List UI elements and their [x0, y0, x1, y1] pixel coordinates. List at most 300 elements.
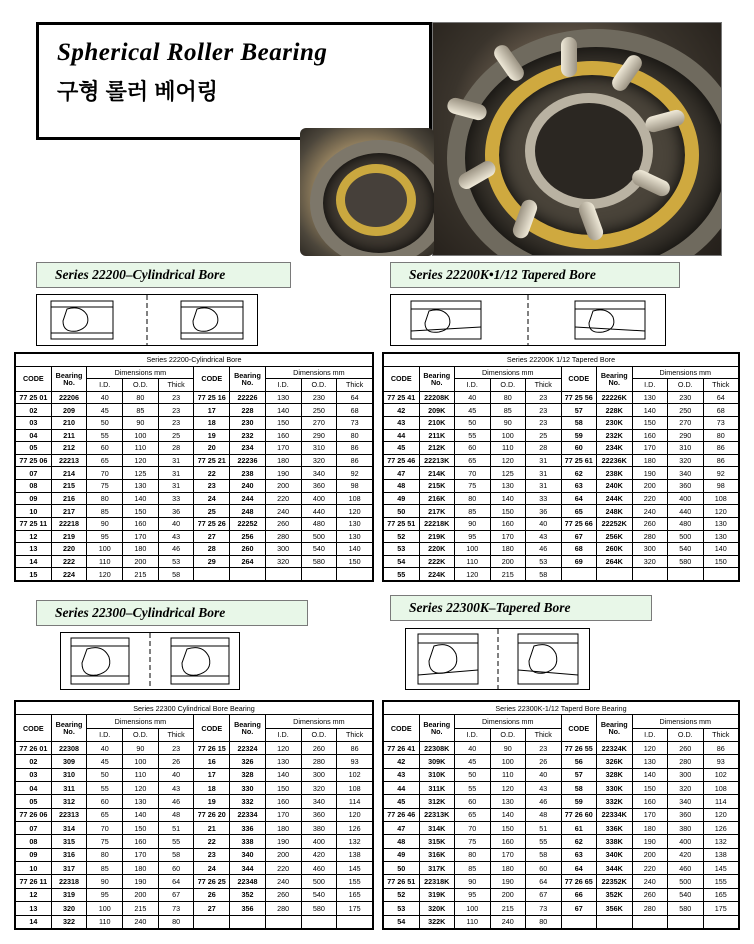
cell-code: 15: [16, 568, 52, 581]
cell-od: 150: [123, 505, 159, 518]
cell-code: 23: [194, 480, 230, 493]
cell-thick: 64: [158, 875, 194, 888]
table-row: [384, 555, 739, 568]
cell-id: 40: [87, 742, 123, 755]
cell-thick: 60: [158, 862, 194, 875]
cell-bearing-no: 344K: [597, 862, 633, 875]
cell-thick: 130: [703, 530, 739, 543]
cell-od: 320: [668, 454, 704, 467]
cell-id: 60: [455, 442, 491, 455]
table-caption: Series 22300K-1/12 Taperd Bore Bearing: [384, 702, 739, 715]
cell-od: 100: [123, 429, 159, 442]
cell-id: 50: [455, 768, 491, 781]
cell-thick: 28: [158, 442, 194, 455]
cell-thick: 140: [337, 543, 373, 556]
cell-thick: 86: [337, 442, 373, 455]
cell-id: 260: [265, 517, 301, 530]
cell-od: 540: [301, 543, 337, 556]
cell-bearing-no: 22208K: [419, 391, 455, 404]
cell-id: 95: [455, 530, 491, 543]
cell-code: 64: [561, 492, 597, 505]
cell-od: 400: [668, 835, 704, 848]
cell-id: 260: [632, 888, 668, 901]
cell-empty: [632, 568, 668, 581]
cell-od: 480: [301, 517, 337, 530]
cell-code: 45: [384, 442, 420, 455]
cell-bearing-no: 22324: [230, 742, 266, 755]
cell-bearing-no: 340: [230, 848, 266, 861]
cell-code: 77 25 21: [194, 454, 230, 467]
col-header-bearing-no: Bearing No.: [51, 715, 87, 742]
cell-thick: 145: [337, 862, 373, 875]
cell-code: 63: [561, 480, 597, 493]
cell-id: 65: [87, 454, 123, 467]
col-header-thick: Thick: [158, 379, 194, 392]
cell-id: 240: [265, 875, 301, 888]
cell-od: 180: [490, 543, 526, 556]
cell-od: 540: [668, 543, 704, 556]
cell-code: 57: [561, 404, 597, 417]
table-row: [384, 568, 739, 581]
cell-thick: 51: [158, 822, 194, 835]
cell-thick: 23: [526, 404, 562, 417]
cell-bearing-no: 319: [51, 888, 87, 901]
cell-code: 77 25 06: [16, 454, 52, 467]
col-header-bearing-no: Bearing No.: [597, 715, 633, 742]
bearing-tapered-cross-section-icon: [391, 295, 665, 345]
cell-code: 58: [561, 417, 597, 430]
cell-od: 420: [668, 848, 704, 861]
cell-empty: [703, 915, 739, 929]
cell-bearing-no: 22348: [230, 875, 266, 888]
cell-empty: [668, 568, 704, 581]
cell-id: 55: [455, 782, 491, 795]
cell-od: 170: [490, 848, 526, 861]
table-row: [384, 530, 739, 543]
cell-code: 12: [16, 888, 52, 901]
cell-code: 62: [561, 835, 597, 848]
cell-id: 150: [265, 417, 301, 430]
cell-od: 580: [668, 902, 704, 915]
col-header-od: O.D.: [301, 379, 337, 392]
cell-bearing-no: 314: [51, 822, 87, 835]
cell-thick: 86: [337, 454, 373, 467]
cell-thick: 31: [526, 454, 562, 467]
table-row: [16, 768, 373, 781]
cell-thick: 43: [526, 782, 562, 795]
cell-od: 540: [301, 888, 337, 901]
cell-thick: 67: [526, 888, 562, 901]
cell-bearing-no: 210: [51, 417, 87, 430]
cell-od: 90: [123, 417, 159, 430]
table-row: [384, 795, 739, 808]
cell-bearing-no: 248K: [597, 505, 633, 518]
table-row: [384, 848, 739, 861]
col-header-od: O.D.: [490, 728, 526, 741]
cell-id: 200: [632, 848, 668, 861]
cell-bearing-no: 220: [51, 543, 87, 556]
spec-table-22200k: [382, 352, 740, 582]
cell-bearing-no: 234K: [597, 442, 633, 455]
cell-code: 77 26 15: [194, 742, 230, 755]
cell-id: 200: [265, 480, 301, 493]
cell-od: 280: [668, 755, 704, 768]
section-banner-22200: Series 22200–Cylindrical Bore: [36, 262, 291, 288]
bearing-photo-large: [432, 22, 722, 256]
table-row: [16, 467, 373, 480]
table-row: [16, 505, 373, 518]
cell-bearing-no: 22252K: [597, 517, 633, 530]
cell-id: 75: [87, 480, 123, 493]
cell-thick: 26: [526, 755, 562, 768]
col-header-od: O.D.: [668, 379, 704, 392]
cell-od: 90: [123, 742, 159, 755]
cell-od: 360: [668, 808, 704, 821]
cell-code: 55: [384, 568, 420, 581]
cell-code: 49: [384, 492, 420, 505]
cell-id: 45: [455, 755, 491, 768]
cell-empty: [230, 568, 266, 581]
cell-od: 310: [668, 442, 704, 455]
cell-bearing-no: 22213K: [419, 454, 455, 467]
cell-id: 90: [87, 875, 123, 888]
cell-id: 40: [455, 391, 491, 404]
cell-thick: 120: [703, 505, 739, 518]
cell-id: 260: [632, 517, 668, 530]
col-header-bearing-no: Bearing No.: [419, 366, 455, 391]
table-row: [16, 835, 373, 848]
spec-table-22200: [14, 352, 374, 582]
cell-id: 240: [265, 505, 301, 518]
cell-id: 100: [455, 543, 491, 556]
cell-id: 45: [87, 755, 123, 768]
table-caption: Series 22200-Cylindrical Bore: [16, 354, 373, 367]
cell-thick: 23: [526, 742, 562, 755]
cell-bearing-no: 320K: [419, 902, 455, 915]
cell-id: 170: [632, 442, 668, 455]
cell-bearing-no: 312: [51, 795, 87, 808]
cell-bearing-no: 22206: [51, 391, 87, 404]
cell-empty: [265, 568, 301, 581]
cell-bearing-no: 322: [51, 915, 87, 929]
cell-od: 400: [668, 492, 704, 505]
cell-od: 340: [668, 467, 704, 480]
cell-bearing-no: 315: [51, 835, 87, 848]
cell-id: 190: [265, 467, 301, 480]
cell-bearing-no: 216K: [419, 492, 455, 505]
cell-id: 150: [632, 782, 668, 795]
cell-code: 77 25 46: [384, 454, 420, 467]
cell-id: 60: [455, 795, 491, 808]
cell-bearing-no: 312K: [419, 795, 455, 808]
cell-thick: 67: [158, 888, 194, 901]
cell-bearing-no: 22352K: [597, 875, 633, 888]
cell-thick: 58: [526, 848, 562, 861]
table-row: [384, 888, 739, 901]
col-header-id: I.D.: [87, 728, 123, 741]
cell-od: 200: [490, 888, 526, 901]
col-header-thick: Thick: [703, 379, 739, 392]
cell-bearing-no: 248: [230, 505, 266, 518]
cell-id: 60: [87, 442, 123, 455]
table-row: [16, 902, 373, 915]
cell-thick: 25: [526, 429, 562, 442]
col-header-bearing-no: Bearing No.: [419, 715, 455, 742]
cell-thick: 132: [703, 835, 739, 848]
cell-code: 03: [16, 417, 52, 430]
cell-bearing-no: 22226K: [597, 391, 633, 404]
cell-thick: 31: [158, 467, 194, 480]
cell-od: 110: [123, 442, 159, 455]
cell-thick: 126: [703, 822, 739, 835]
cell-bearing-no: 219: [51, 530, 87, 543]
cell-bearing-no: 240: [230, 480, 266, 493]
cell-od: 290: [668, 429, 704, 442]
cell-od: 240: [123, 915, 159, 929]
cell-thick: 23: [158, 417, 194, 430]
cell-od: 200: [123, 555, 159, 568]
cell-thick: 98: [337, 480, 373, 493]
cell-od: 140: [123, 492, 159, 505]
cell-bearing-no: 228: [230, 404, 266, 417]
cell-id: 85: [87, 862, 123, 875]
cell-bearing-no: 230K: [597, 417, 633, 430]
cell-od: 190: [123, 875, 159, 888]
cell-od: 160: [490, 517, 526, 530]
cell-thick: 92: [703, 467, 739, 480]
cell-thick: 73: [158, 902, 194, 915]
table-row: [384, 808, 739, 821]
cell-empty: [301, 915, 337, 929]
cell-thick: 73: [703, 417, 739, 430]
cell-id: 280: [632, 530, 668, 543]
cell-id: 320: [265, 555, 301, 568]
cell-id: 170: [265, 808, 301, 821]
cell-bearing-no: 217: [51, 505, 87, 518]
cell-code: 09: [16, 492, 52, 505]
table-row: [16, 782, 373, 795]
cell-od: 320: [301, 782, 337, 795]
cell-code: 13: [16, 902, 52, 915]
cell-id: 100: [87, 543, 123, 556]
cell-od: 160: [123, 517, 159, 530]
table-row: [384, 822, 739, 835]
cell-od: 180: [490, 862, 526, 875]
cell-od: 500: [301, 875, 337, 888]
cell-bearing-no: 224K: [419, 568, 455, 581]
cell-id: 95: [87, 888, 123, 901]
cell-thick: 98: [703, 480, 739, 493]
cell-empty: [597, 568, 633, 581]
cell-thick: 175: [703, 902, 739, 915]
cell-od: 85: [123, 404, 159, 417]
cell-id: 220: [632, 862, 668, 875]
cell-bearing-no: 311K: [419, 782, 455, 795]
cell-od: 120: [123, 454, 159, 467]
cell-od: 580: [301, 555, 337, 568]
cell-bearing-no: 22324K: [597, 742, 633, 755]
cell-code: 56: [561, 755, 597, 768]
cell-thick: 68: [337, 404, 373, 417]
cell-od: 380: [668, 822, 704, 835]
col-header-thick: Thick: [526, 728, 562, 741]
table-row: [16, 808, 373, 821]
cell-bearing-no: 232: [230, 429, 266, 442]
cell-bearing-no: 332: [230, 795, 266, 808]
cell-id: 280: [632, 902, 668, 915]
cell-code: 43: [384, 768, 420, 781]
cell-thick: 46: [526, 543, 562, 556]
cell-od: 190: [490, 875, 526, 888]
cell-code: 44: [384, 782, 420, 795]
cell-code: 09: [16, 848, 52, 861]
cell-thick: 86: [703, 454, 739, 467]
cell-thick: 120: [337, 505, 373, 518]
cell-thick: 130: [337, 517, 373, 530]
cell-od: 400: [301, 492, 337, 505]
col-header-id: I.D.: [455, 379, 491, 392]
cell-thick: 23: [158, 391, 194, 404]
cell-od: 160: [490, 835, 526, 848]
section-banner-22200k: Series 22200K•1/12 Tapered Bore: [390, 262, 680, 288]
cell-code: 26: [194, 888, 230, 901]
cell-id: 95: [87, 530, 123, 543]
cell-bearing-no: 22334K: [597, 808, 633, 821]
table-row: [16, 454, 373, 467]
cell-thick: 48: [158, 808, 194, 821]
cell-id: 55: [87, 429, 123, 442]
cell-od: 180: [123, 862, 159, 875]
col-header-dimensions: Dimensions mm: [87, 366, 194, 379]
cell-id: 75: [455, 480, 491, 493]
cell-code: 42: [384, 755, 420, 768]
col-header-code: CODE: [194, 715, 230, 742]
cell-od: 320: [668, 782, 704, 795]
cell-code: 20: [194, 442, 230, 455]
cell-id: 240: [632, 505, 668, 518]
cell-od: 460: [668, 862, 704, 875]
cell-bearing-no: 340K: [597, 848, 633, 861]
cell-bearing-no: 215K: [419, 480, 455, 493]
cell-od: 215: [123, 568, 159, 581]
cell-code: 28: [194, 543, 230, 556]
cell-bearing-no: 22313: [51, 808, 87, 821]
cell-bearing-no: 234: [230, 442, 266, 455]
col-header-thick: Thick: [337, 728, 373, 741]
col-header-thick: Thick: [526, 379, 562, 392]
cell-bearing-no: 260K: [597, 543, 633, 556]
cell-code: 50: [384, 862, 420, 875]
cell-id: 55: [87, 782, 123, 795]
cell-id: 140: [265, 768, 301, 781]
cell-id: 50: [87, 417, 123, 430]
cell-od: 540: [668, 888, 704, 901]
table-row: [16, 517, 373, 530]
cell-id: 180: [632, 822, 668, 835]
col-header-code: CODE: [384, 366, 420, 391]
cell-bearing-no: 352: [230, 888, 266, 901]
cell-code: 05: [16, 442, 52, 455]
cell-code: 62: [561, 467, 597, 480]
cell-od: 125: [490, 467, 526, 480]
cell-od: 310: [301, 442, 337, 455]
table-row: [16, 492, 373, 505]
cell-thick: 26: [158, 755, 194, 768]
cell-thick: 43: [158, 530, 194, 543]
cell-bearing-no: 338K: [597, 835, 633, 848]
cell-od: 100: [490, 755, 526, 768]
cell-thick: 55: [158, 835, 194, 848]
table-row: [384, 543, 739, 556]
cell-id: 190: [265, 835, 301, 848]
table-row: [384, 768, 739, 781]
cell-bearing-no: 356K: [597, 902, 633, 915]
cell-code: 77 25 11: [16, 517, 52, 530]
cell-id: 45: [455, 404, 491, 417]
cell-thick: 43: [526, 530, 562, 543]
cell-code: 53: [384, 902, 420, 915]
table-row: [384, 391, 739, 404]
cell-empty: [301, 568, 337, 581]
cell-bearing-no: 22318: [51, 875, 87, 888]
cell-code: 77 26 65: [561, 875, 597, 888]
cell-id: 200: [632, 480, 668, 493]
cell-code: 64: [561, 862, 597, 875]
col-header-od: O.D.: [123, 379, 159, 392]
col-header-id: I.D.: [265, 379, 301, 392]
spec-table-22300k: [382, 700, 740, 930]
cell-thick: 40: [158, 517, 194, 530]
cell-bearing-no: 328: [230, 768, 266, 781]
col-header-thick: Thick: [158, 728, 194, 741]
cell-code: 10: [16, 862, 52, 875]
cell-od: 340: [301, 467, 337, 480]
cell-thick: 155: [703, 875, 739, 888]
table-row: [384, 782, 739, 795]
cell-thick: 155: [337, 875, 373, 888]
cell-bearing-no: 260: [230, 543, 266, 556]
cell-id: 60: [87, 795, 123, 808]
page-title-english: Spherical Roller Bearing: [57, 39, 328, 66]
cell-od: 150: [490, 505, 526, 518]
cell-bearing-no: 326K: [597, 755, 633, 768]
cell-empty: [337, 568, 373, 581]
cell-id: 85: [455, 505, 491, 518]
cell-od: 440: [668, 505, 704, 518]
col-header-id: I.D.: [265, 728, 301, 741]
table-row: [384, 467, 739, 480]
cell-bearing-no: 264K: [597, 555, 633, 568]
cell-id: 240: [632, 875, 668, 888]
cell-id: 110: [455, 555, 491, 568]
col-header-dimensions: Dimensions mm: [265, 366, 372, 379]
cell-bearing-no: 214K: [419, 467, 455, 480]
cell-thick: 64: [526, 875, 562, 888]
cell-bearing-no: 244: [230, 492, 266, 505]
cell-code: 77 26 01: [16, 742, 52, 755]
cell-thick: 31: [526, 480, 562, 493]
cell-od: 250: [668, 404, 704, 417]
col-header-bearing-no: Bearing No.: [51, 366, 87, 391]
col-header-dimensions: Dimensions mm: [87, 715, 194, 728]
col-header-dimensions: Dimensions mm: [455, 366, 562, 379]
cell-bearing-no: 219K: [419, 530, 455, 543]
cell-id: 220: [265, 492, 301, 505]
cell-code: 67: [561, 902, 597, 915]
cell-bearing-no: 210K: [419, 417, 455, 430]
table-row: [384, 742, 739, 755]
cell-thick: 58: [158, 568, 194, 581]
